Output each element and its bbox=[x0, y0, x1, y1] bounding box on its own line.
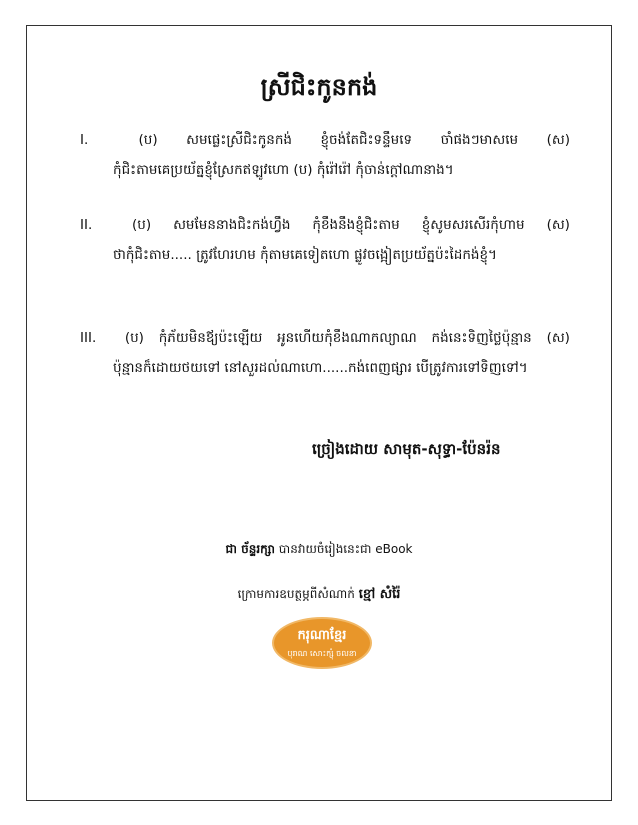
song-title: ស្រីជិះកូនកង់ bbox=[260, 73, 378, 101]
sponsor-name: ខ្មៅ សំរ៉ៃ bbox=[358, 587, 401, 602]
ebook-credit bbox=[0, 541, 638, 559]
sponsor-credit bbox=[0, 586, 638, 605]
verse-tag-end: (ស) bbox=[546, 217, 570, 233]
verse-line-2: ថាកុំជិះតាម..... ត្រូវហែរហម កុំតាមគេទៀតហោ ផ្លូវចង្អៀតប្រយ័ត្នប៉ះដៃកង់ខ្ញុំ។ bbox=[113, 247, 497, 263]
singer-credit: ច្រៀងដោយ សាមុត-សុទ្ធា-ប៉ែនរ៉ន bbox=[312, 440, 501, 458]
verse-number: II. bbox=[80, 217, 93, 233]
verse-line-2: ប៉ុន្មានក៏ដោយថយទៅ នៅសួរដល់ណាហោ......កង់ពេញផ្សារ បើត្រូវការទៅទិញទៅ។ bbox=[113, 360, 528, 376]
logo-title: ករុណាខ្មែរ bbox=[297, 628, 347, 643]
verse-line-2: កុំជិះតាមគេប្រយ័ត្នខ្ញុំស្រែកឥឡូវហោ (ប) កុំរ៉ៅរ៉ៅ កុំចាន់ក្តៅណានាង។ bbox=[113, 162, 454, 178]
verse-tag-end: (ស) bbox=[546, 330, 570, 346]
verse-part: អូនហើយកុំខឹងណាកល្យាណ bbox=[277, 330, 417, 346]
verse-number: III. bbox=[80, 330, 97, 346]
verse-part: កុំខឹងនឹងខ្ញុំជិះតាម bbox=[312, 217, 400, 233]
verse-part: ចាំផងៗមាសមេ bbox=[440, 132, 519, 148]
verse-tag-end: (ស) bbox=[546, 132, 570, 148]
sponsor-text: ក្រោមការឧបត្ថម្ភពីសំណាក់ bbox=[237, 587, 355, 601]
verse-1 bbox=[80, 131, 570, 181]
typist-name: ជា ច័ន្ទរក្សា bbox=[225, 542, 275, 556]
verse-2 bbox=[80, 216, 570, 266]
verse-part: សមមែននាងជិះកង់ហ្វឹង bbox=[173, 217, 291, 233]
verse-number: I. bbox=[80, 132, 89, 148]
logo-subtitle: បុរាណ សោះក្សុំ ចលនា bbox=[287, 649, 357, 658]
verse-part: សមផ្លេះស្រីជិះកូនកង់ bbox=[186, 132, 292, 148]
verse-part: កង់នេះទិញថ្លៃប៉ុន្មាន bbox=[431, 330, 532, 346]
verse-tag-start: (ប) bbox=[124, 330, 144, 346]
verse-tag-start: (ប) bbox=[131, 217, 152, 233]
logo-badge bbox=[272, 617, 372, 669]
verse-3 bbox=[80, 329, 570, 379]
verse-part: កុំភ័យមិនឪ្យប៉ះឡើយ bbox=[158, 330, 263, 346]
verse-part: ខ្ញុំចង់តែជិះទន្ទឹមទេ bbox=[320, 132, 413, 148]
ebook-text: បានវាយចំរៀងនេះជា eBook bbox=[278, 542, 413, 556]
verse-tag-start: (ប) bbox=[138, 132, 158, 148]
verse-part: ខ្ញុំសូមសរសើរកុំហាម bbox=[421, 217, 525, 233]
